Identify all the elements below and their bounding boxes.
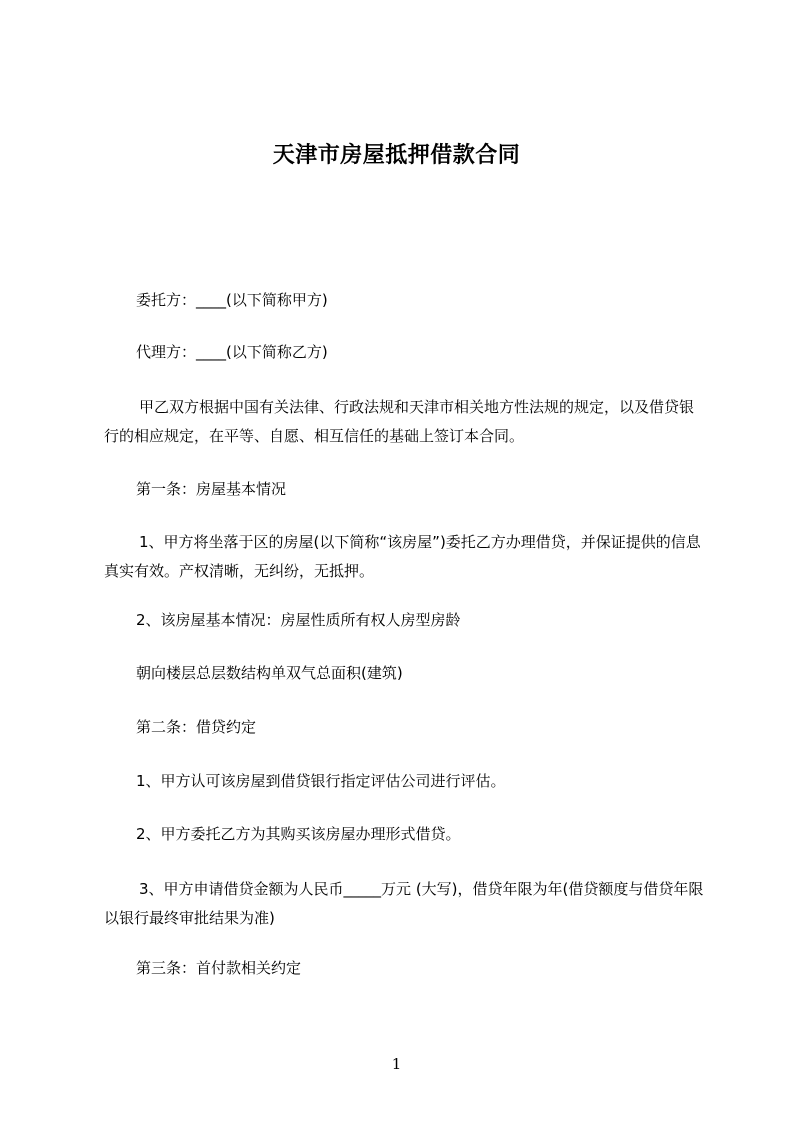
party-a-line: 委托方：____(以下简称甲方) bbox=[136, 291, 328, 309]
article-1-heading: 第一条：房屋基本情况 bbox=[136, 480, 287, 498]
article-3-heading: 第三条：首付款相关约定 bbox=[136, 959, 302, 977]
article-2-clause-1: 1、甲方认可该房屋到借贷银行指定评估公司进行评估。 bbox=[136, 772, 506, 790]
article-1-clause-1: 1、甲方将坐落于区的房屋(以下简称“该房屋”)委托乙方办理借贷，并保证提供的信息真实有效。产权清晰，无纠纷，无抵押。 bbox=[104, 533, 701, 580]
article-1-clause-2-continued: 朝向楼层总层数结构单双气总面积(建筑) bbox=[136, 664, 403, 682]
article-1-clause-2: 2、该房屋基本情况：房屋性质所有权人房型房龄 bbox=[136, 611, 461, 629]
document-title: 天津市房屋抵押借款合同 bbox=[272, 143, 521, 168]
article-2-heading: 第二条：借贷约定 bbox=[136, 718, 257, 736]
article-2-clause-2: 2、甲方委托乙方为其购买该房屋办理形式借贷。 bbox=[136, 825, 461, 843]
party-b-line: 代理方：____(以下简称乙方) bbox=[136, 343, 328, 361]
page-number: 1 bbox=[391, 1055, 402, 1073]
article-2-clause-3: 3、甲方申请借贷金额为人民币_____万元 (大写)，借贷年限为年(借贷额度与借贷年限以银行最终审批结果为准) bbox=[104, 880, 704, 927]
preamble-paragraph: 甲乙双方根据中国有关法律、行政法规和天津市相关地方性法规的规定，以及借贷银行的相应规定，在平等、自愿、相互信任的基础上签订本合同。 bbox=[104, 398, 695, 445]
